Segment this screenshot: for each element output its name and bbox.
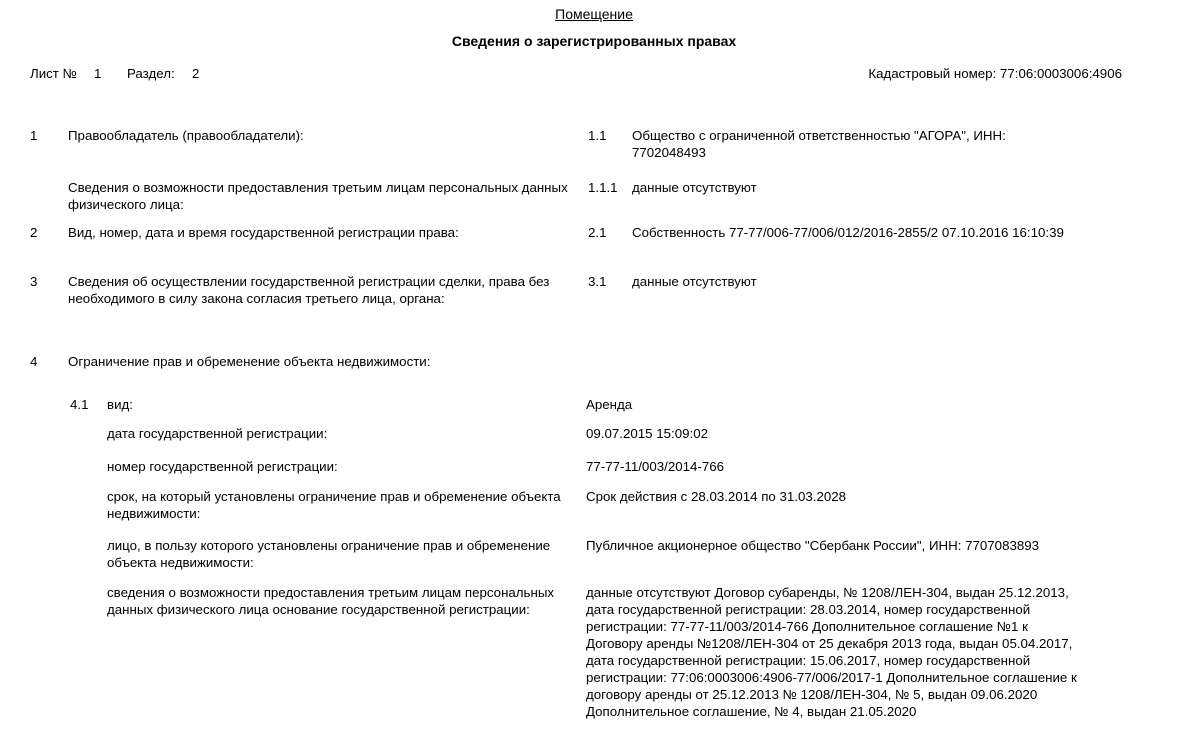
- row-label: Сведения об осуществлении государственной регистрации сделки, права без необходимого в силу закона согласия третьего лица, органа:: [68, 274, 550, 306]
- doc-title-text: Помещение: [555, 6, 633, 22]
- value-number: 3.1: [588, 274, 607, 289]
- row-label: Сведения о возможности предоставления третьим лицам персональных данных физического лица:: [68, 180, 568, 212]
- row-number: 2: [30, 225, 38, 240]
- restriction-value: 09.07.2015 15:09:02: [586, 426, 709, 441]
- row-number: 3: [30, 274, 38, 289]
- cadastral-number: [868, 65, 1122, 82]
- restriction-value: данные отсутствуют Договор субаренды, № 1208/ЛЕН-304, выдан 25.12.2013, дата государственной регистрации: 28.03.2014, номер государственной регистрации: 77-77-11/003/2014-766 Дополнительное соглашение №1 к Договору аренды №1208/ЛЕН-304 от 25 декабря 2013 года, выдан 05.04.2017, дата государственной регистрации: 15.06.2017, номер государственной регистрации: 77:06:0003006:4906-77/006/2017-1 Дополнительное соглашение к договору аренды от 25.12.2013 № 1208/ЛЕН-304, № 5, выдан 09.06.2020 Дополнительное соглашение, № 4, выдан 21.05.2020: [586, 585, 1077, 719]
- restriction-label: номер государственной регистрации:: [107, 459, 338, 474]
- row-label: Ограничение прав и обременение объекта недвижимости:: [68, 354, 431, 369]
- row-label: Вид, номер, дата и время государственной регистрации права:: [68, 225, 459, 240]
- cadastral-label: Кадастровый номер:: [868, 66, 997, 81]
- restriction-label: сведения о возможности предоставления третьим лицам персональных данных физического лица основание государственной регистрации:: [107, 585, 555, 617]
- value-number: 1.1.1: [588, 180, 618, 195]
- value-text: данные отсутствуют: [632, 180, 757, 195]
- row-number: 1: [30, 128, 38, 143]
- cadastral-value: 77:06:0003006:4906: [999, 66, 1122, 81]
- section-number: 2: [192, 66, 200, 81]
- value-text: данные отсутствуют: [632, 274, 757, 289]
- section-label: Раздел:: [127, 66, 175, 81]
- sheet-label: Лист №: [30, 66, 77, 81]
- doc-title: [0, 6, 1188, 23]
- doc-subtitle: Сведения о зарегистрированных правах: [451, 33, 737, 49]
- restriction-value: Публичное акционерное общество "Сбербанк России", ИНН: 7707083893: [586, 538, 1040, 553]
- restriction-value: Аренда: [586, 397, 633, 412]
- sheet-number: 1: [94, 66, 102, 81]
- restriction-label: дата государственной регистрации:: [107, 426, 328, 441]
- restriction-label: вид:: [107, 397, 133, 412]
- value-number: 1.1: [588, 128, 607, 143]
- value-text: Собственность 77-77/006-77/006/012/2016-2855/2 07.10.2016 16:10:39: [632, 225, 1064, 240]
- row-number: 4: [30, 354, 38, 369]
- restriction-number: 4.1: [70, 397, 89, 412]
- row-label: Правообладатель (правообладатели):: [68, 128, 304, 143]
- value-text: Общество с ограниченной ответственностью "АГОРА", ИНН: 7702048493: [632, 128, 1006, 160]
- restriction-label: срок, на который установлены ограничение прав и обременение объекта недвижимости:: [107, 489, 561, 521]
- restriction-value: Срок действия с 28.03.2014 по 31.03.2028: [586, 489, 847, 504]
- meta-row: [0, 65, 1188, 82]
- restriction-label: лицо, в пользу которого установлены ограничение прав и обременение объекта недвижимости:: [107, 538, 551, 570]
- value-number: 2.1: [588, 225, 607, 240]
- restriction-value: 77-77-11/003/2014-766: [586, 459, 725, 474]
